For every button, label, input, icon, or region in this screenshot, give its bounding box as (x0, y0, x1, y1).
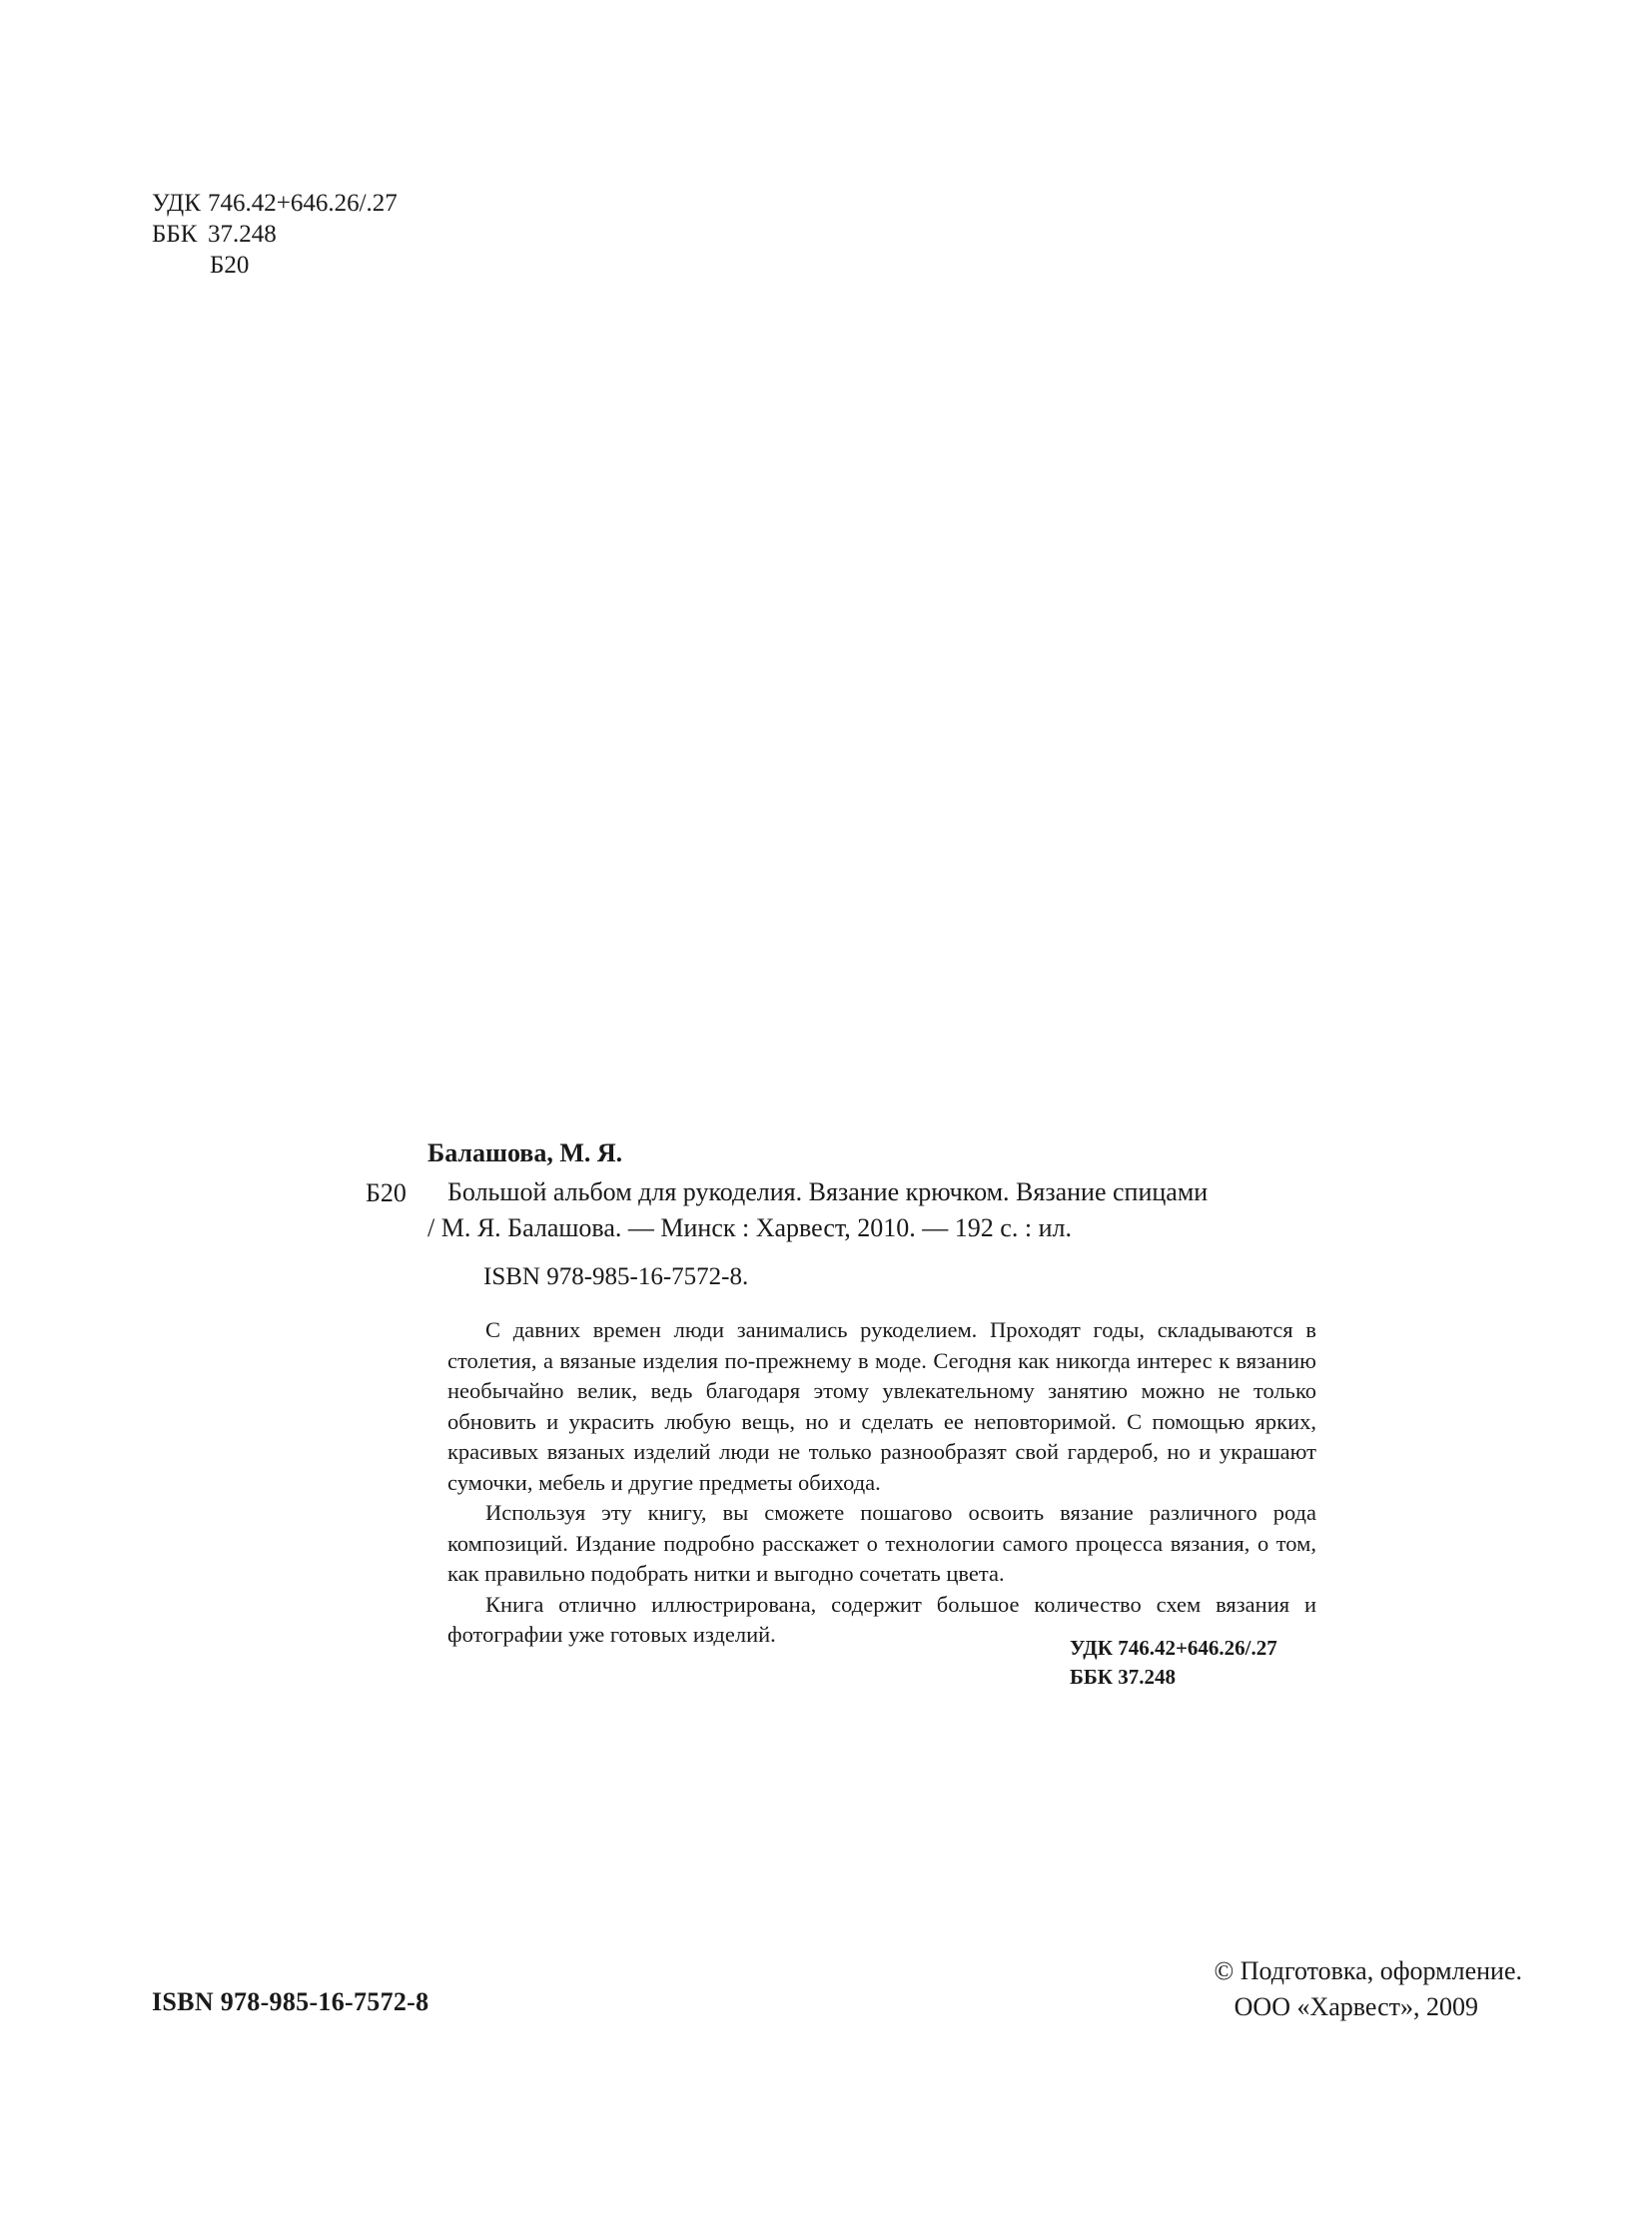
annotation-paragraph: С давних времен люди занимались рукоделием. Проходят годы, складываются в столетия, а вязаные изделия по-прежнему в моде. Сегодня как никогда интерес к вязанию необычайно велик, ведь благодаря этому увлекательному занятию можно не только обновить и украсить любую вещь, но и сделать ее неповторимой. С помощью ярких, красивых вязаных изделий люди не только разнообразят свой гардероб, но и украшают сумочки, мебель и другие предметы обихода. (447, 1317, 1316, 1495)
annotation-paragraph: Книга отлично иллюстрирована, содержит большое количество схем вязания и фотографии уже готовых изделий. (447, 1591, 1316, 1647)
annotation (447, 1315, 1316, 1651)
author-sign-top: Б20 (210, 252, 250, 279)
card-isbn: ISBN 978-985-16-7572-8. (483, 1263, 749, 1290)
bbk-label: ББК (152, 221, 198, 248)
udk-value: 746.42+646.26/.27 (208, 190, 398, 217)
bbk-row (152, 220, 277, 250)
copyright-line1: © Подготовка, оформление. (1214, 1956, 1522, 1985)
copyright-line2: ООО «Харвест», 2009 (1234, 1992, 1478, 2021)
card-udk: УДК 746.42+646.26/.27 (1070, 1636, 1277, 1660)
footer-isbn: ISBN 978-985-16-7572-8 (152, 1987, 429, 2016)
udk-label: УДК (152, 190, 201, 217)
card-title-line2: / М. Я. Балашова. — Минск : Харвест, 2010. — 192 с. : ил. (427, 1213, 1072, 1242)
card-author: Балашова, М. Я. (427, 1138, 623, 1167)
annotation-paragraph: Используя эту книгу, вы сможете пошагово освоить вязание различного рода композиций. Издание подробно расскажет о технологии самого процесса вязания, о том, как правильно подобрать нитки и выгодно сочетать цвета. (447, 1500, 1316, 1586)
card-bbk: ББК 37.248 (1070, 1665, 1176, 1689)
card-author-sign: Б20 (366, 1178, 407, 1207)
bbk-value: 37.248 (208, 221, 277, 248)
card-title-line1: Большой альбом для рукоделия. Вязание крючком. Вязание спицами (447, 1177, 1209, 1206)
footer-copyright (1214, 1953, 1522, 2025)
udk-row (152, 189, 398, 219)
